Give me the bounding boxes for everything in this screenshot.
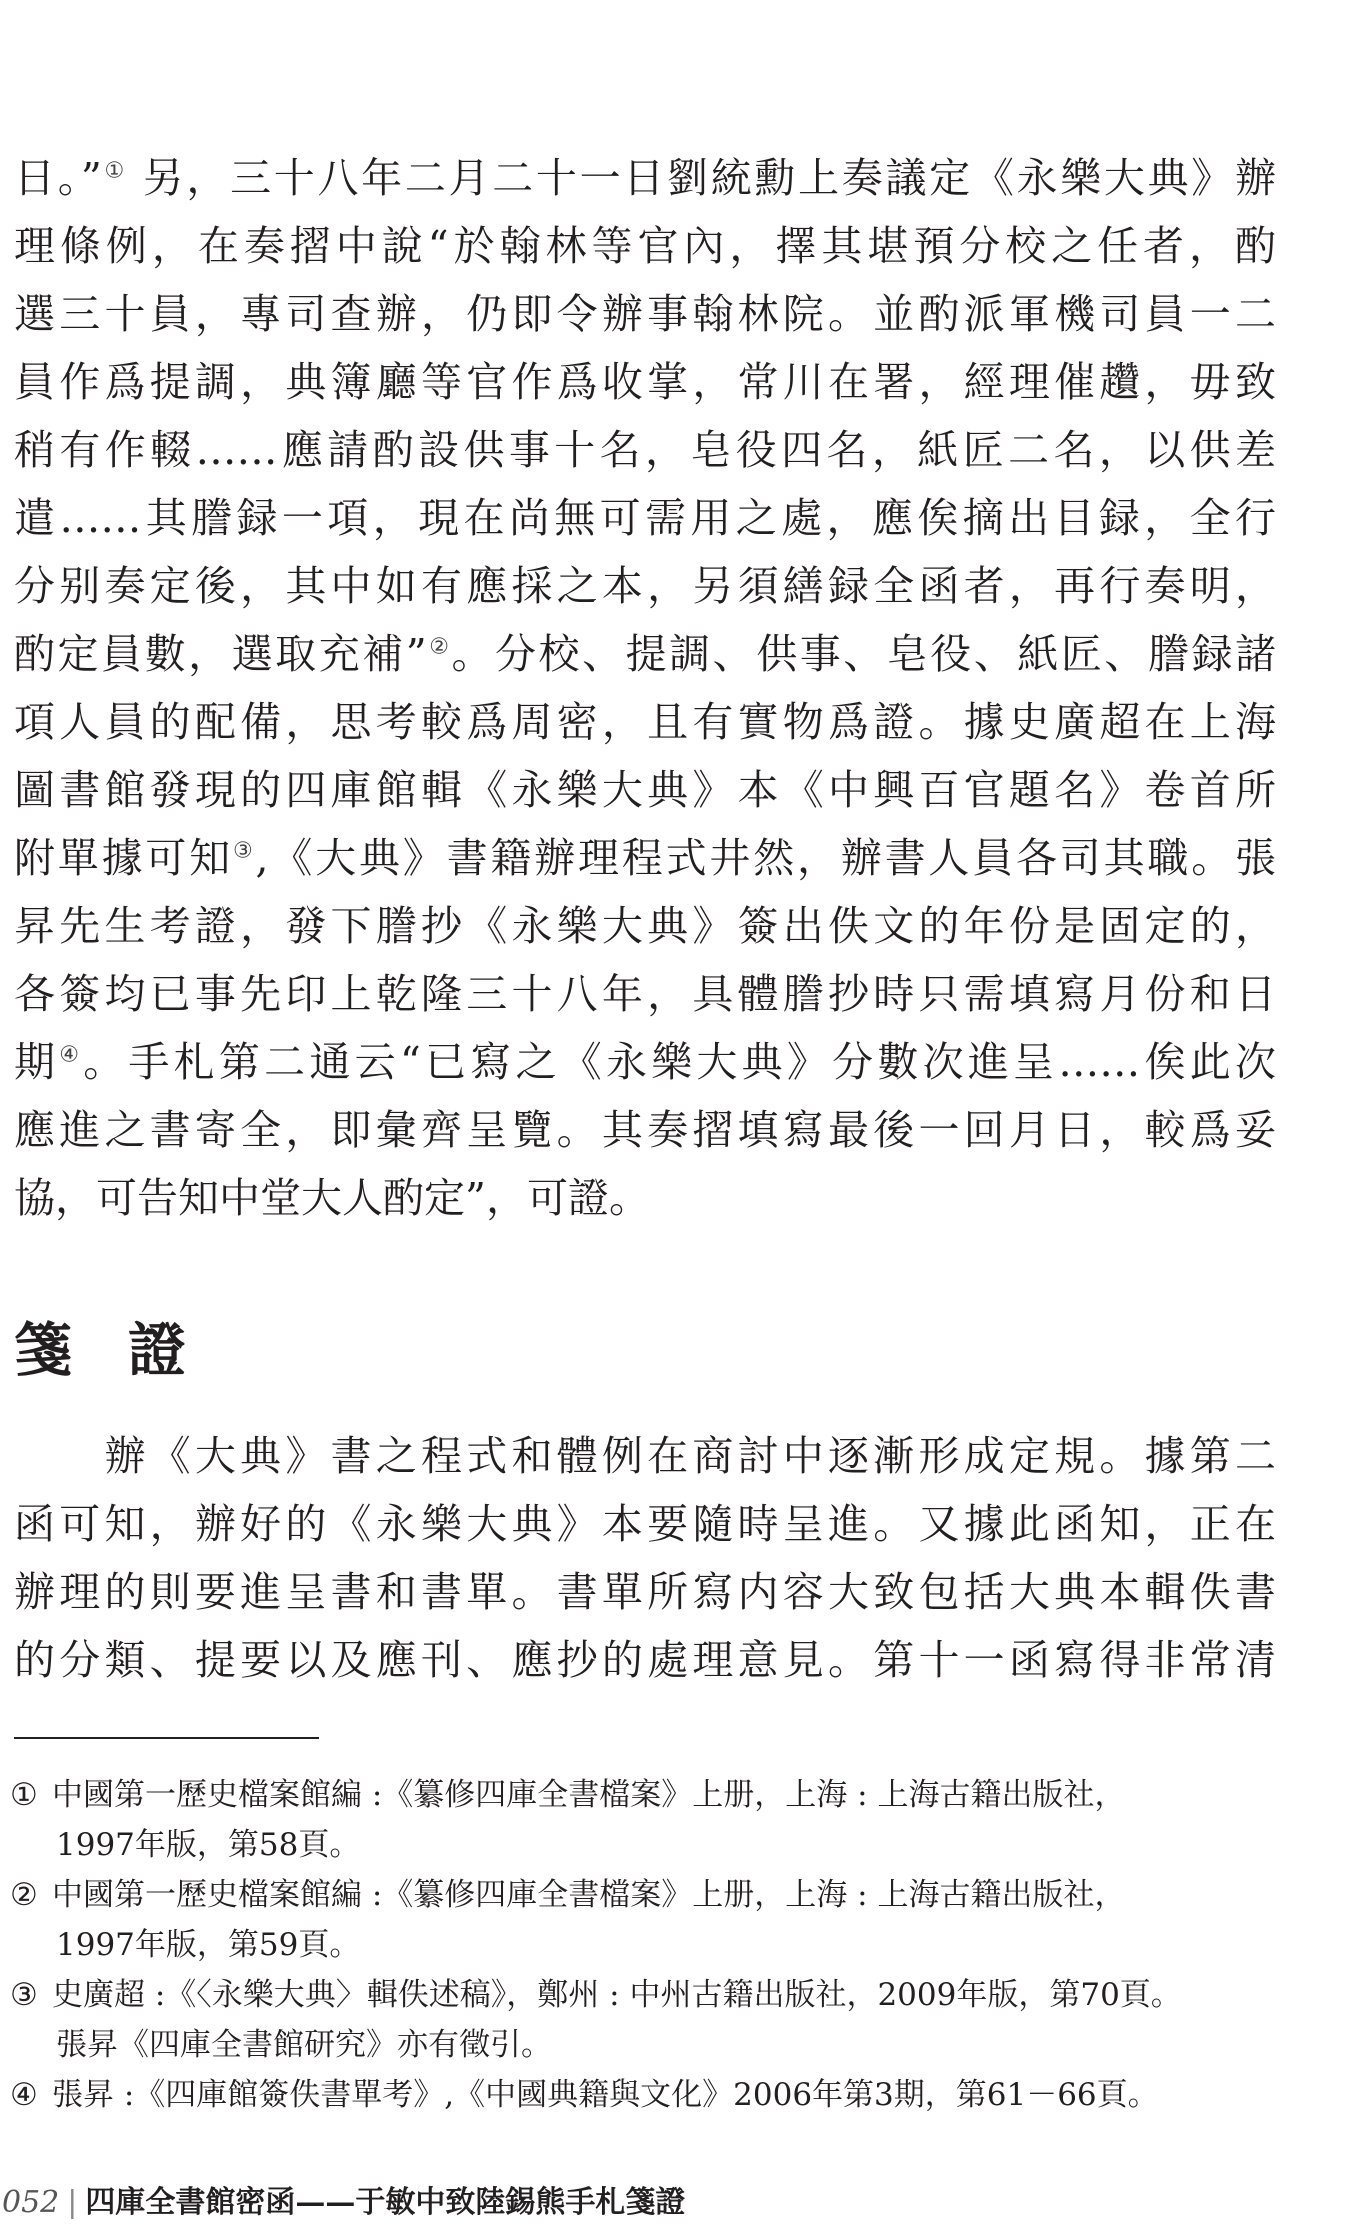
footnote-ref: ② xyxy=(426,634,452,660)
text-run: 酌定員數，選取充補” xyxy=(14,630,427,678)
footnote xyxy=(10,1970,1280,2070)
text-run: 協，可告知中堂大人酌定”，可證。 xyxy=(14,1174,650,1222)
text-line xyxy=(14,144,1276,212)
text-run: 理條例，在奏摺中說“於翰林等官內，擇其堪預分校之任者，酌 xyxy=(14,222,1276,270)
text-run: 項人員的配備，思考較爲周密，且有實物爲證。據史廣超在上海 xyxy=(14,698,1276,746)
text-line xyxy=(14,756,1276,824)
text-line: 函可知，辦好的《永樂大典》本要隨時呈進。又據此函知，正在 xyxy=(14,1500,1276,1548)
text-line xyxy=(14,416,1276,484)
text-line: 辦理的則要進呈書和書單。書單所寫内容大致包括大典本輯佚書 xyxy=(14,1568,1276,1616)
text-line xyxy=(14,348,1276,416)
text-line xyxy=(14,1096,1276,1164)
text-line: 的分類、提要以及應刊、應抄的處理意見。第十一函寫得非常清 xyxy=(14,1636,1276,1684)
footnote xyxy=(10,1870,1280,1970)
footnote xyxy=(10,1770,1280,1870)
text-line xyxy=(14,280,1276,348)
main-paragraph xyxy=(14,144,1276,1232)
footnote-ref: ④ xyxy=(59,1042,84,1068)
page-footer xyxy=(2,2183,685,2223)
text-line xyxy=(14,1028,1276,1096)
text-run: 期 xyxy=(14,1038,60,1086)
footnotes xyxy=(10,1770,1280,2120)
text-line xyxy=(14,824,1276,892)
footnote-text: 中國第一歷史檔案館編 :《纂修四庫全書檔案》上册，上海 : 上海古籍出版社， xyxy=(52,1777,1126,1813)
text-run: 昇先生考證，發下謄抄《永樂大典》簽出佚文的年份是固定的， xyxy=(14,902,1276,950)
footnote-text-cont: 1997年版，第59頁。 xyxy=(56,1927,361,1963)
footnote xyxy=(10,2070,1280,2120)
footnote-text-cont: 張昇《四庫全書館研究》亦有徵引。 xyxy=(56,2027,552,2063)
text-line xyxy=(14,960,1276,1028)
text-run: 各簽均已事先印上乾隆三十八年，具體謄抄時只需填寫月份和日 xyxy=(14,970,1276,1018)
text-line xyxy=(14,892,1276,960)
footnote-text: 史廣超 :《〈永樂大典〉輯佚述稿》，鄭州 : 中州古籍出版社，2009年版，第70頁。 xyxy=(52,1977,1182,2013)
text-run: ,《大典》書籍辦理程式井然，辦書人員各司其職。張 xyxy=(255,834,1277,882)
text-run: 遣……其謄録一項，現在尚無可需用之處，應俟摘出目録，全行 xyxy=(14,494,1276,542)
text-run: 選三十員，專司查辦，仍即令辦事翰林院。並酌派軍機司員一二 xyxy=(14,290,1276,338)
section-heading: 箋證 xyxy=(14,1316,243,1384)
text-run: 稍有作輟……應請酌設供事十名，皂役四名，紙匠二名，以供差 xyxy=(14,426,1276,474)
text-run: 分别奏定後，其中如有應採之本，另須繕録全函者，再行奏明， xyxy=(14,562,1276,610)
text-run: 圖書館發現的四庫館輯《永樂大典》本《中興百官題名》卷首所 xyxy=(14,766,1276,814)
footnote-divider xyxy=(14,1737,319,1739)
text-run: 另，三十八年二月二十一日劉統勳上奏議定《永樂大典》辦 xyxy=(126,154,1276,202)
text-line xyxy=(14,688,1276,756)
text-line xyxy=(14,1164,1276,1232)
footnote-mark: ④ xyxy=(10,2077,38,2113)
text-run: 。分校、提調、供事、皂役、紙匠、謄録諸 xyxy=(451,630,1276,678)
commentary-paragraph xyxy=(14,1422,1276,1694)
footer-separator: | xyxy=(67,2185,78,2220)
text-run: 日。” xyxy=(14,154,102,202)
text-line: 辦《大典》書之程式和體例在商討中逐漸形成定規。據第二 xyxy=(14,1432,1276,1480)
text-line xyxy=(14,212,1276,280)
footnote-mark: ③ xyxy=(10,1977,38,2013)
footnote-text: 張昇 :《四庫館簽佚書單考》,《中國典籍與文化》2006年第3期，第61－66頁。 xyxy=(52,2077,1159,2113)
page-number: 052 xyxy=(2,2185,60,2220)
text-run: 員作爲提調，典簿廳等官作爲收掌，常川在署，經理催趲，毋致 xyxy=(14,358,1276,406)
footnote-ref: ① xyxy=(101,158,127,184)
text-run: 附單據可知 xyxy=(14,834,234,882)
text-line xyxy=(14,552,1276,620)
footnote-mark: ② xyxy=(10,1877,38,1913)
text-run: 應進之書寄全，即彙齊呈覽。其奏摺填寫最後一回月日，較爲妥 xyxy=(14,1106,1276,1154)
footnote-text-cont: 1997年版，第58頁。 xyxy=(56,1827,361,1863)
running-head: 四庫全書館密函——于敏中致陸錫熊手札箋證 xyxy=(85,2185,686,2220)
text-line xyxy=(14,484,1276,552)
text-line xyxy=(14,620,1276,688)
footnote-mark: ① xyxy=(10,1777,38,1813)
footnote-ref: ③ xyxy=(233,838,256,864)
text-run: 。手札第二通云“已寫之《永樂大典》分數次進呈……俟此次 xyxy=(83,1038,1276,1086)
footnote-text: 中國第一歷史檔案館編 :《纂修四庫全書檔案》上册，上海 : 上海古籍出版社， xyxy=(52,1877,1126,1913)
